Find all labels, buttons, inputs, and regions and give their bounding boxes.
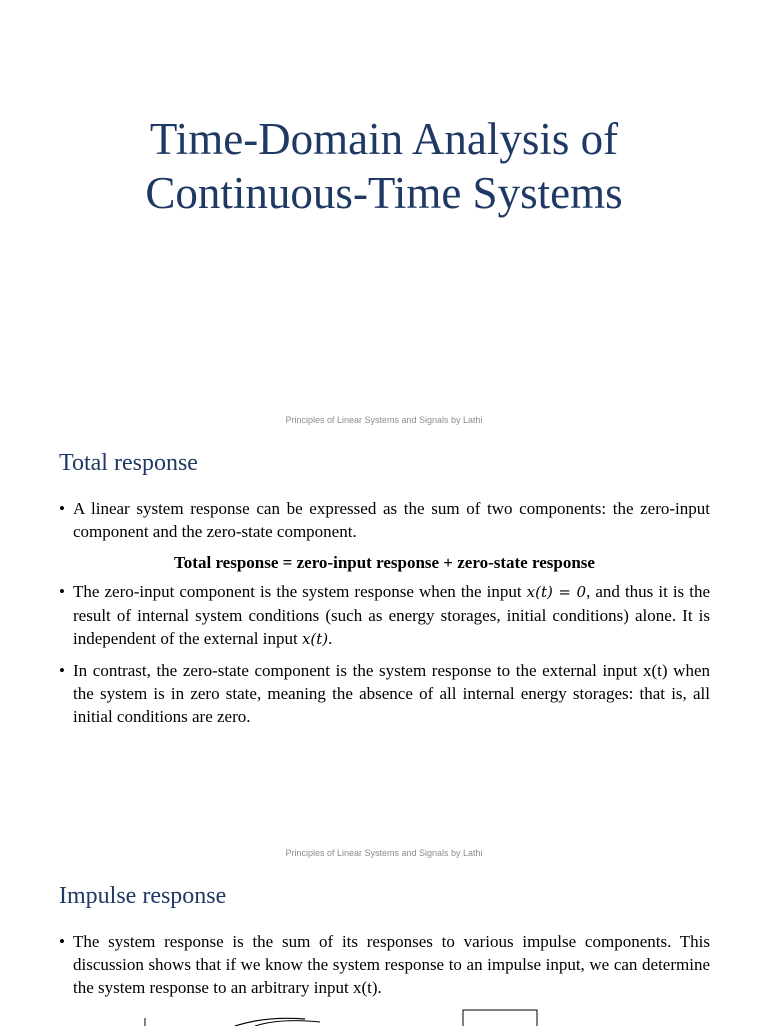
bullet-item bbox=[59, 497, 710, 543]
slide-total-response bbox=[0, 433, 768, 866]
bullet-item bbox=[59, 580, 710, 651]
math-expression: x(t) = 0 bbox=[526, 583, 587, 601]
math-expression: x(t) bbox=[301, 630, 329, 648]
title-line-1: Time-Domain Analysis of bbox=[149, 114, 619, 164]
bullet-text: The system response is the sum of its responses to various impulse components. This discussion shows that if we know the system response to an impulse input, we can determine the system response to an arbitrary input x(t). bbox=[73, 932, 710, 997]
slide-footer: Principles of Linear Systems and Signals by Lathi bbox=[285, 415, 483, 425]
title-line-2: Continuous-Time Systems bbox=[145, 168, 623, 218]
bullet-list bbox=[59, 930, 710, 1007]
bullet-text-part: The zero-input component is the system response when the input bbox=[73, 582, 527, 601]
bullet-text: A linear system response can be expressed as the sum of two components: the zero-input component and the zero-state component. bbox=[73, 499, 710, 541]
bullet-item bbox=[59, 659, 710, 728]
impulse-diagram-partial bbox=[0, 1006, 768, 1026]
bullet-text: In contrast, the zero-state component is the system response to the external input x(t) when the system is in zero state, meaning the absence of all internal energy storages: that is, all initial conditions are zero. bbox=[73, 661, 710, 726]
presentation-title bbox=[0, 112, 768, 220]
slide-heading: Total response bbox=[59, 450, 198, 476]
bullet-text-part: . bbox=[328, 629, 333, 648]
diagram-curve bbox=[255, 1021, 320, 1026]
bullet-icon: • bbox=[59, 582, 65, 601]
slide-title-page bbox=[0, 0, 768, 433]
slide-heading: Impulse response bbox=[59, 883, 227, 909]
bullet-icon: • bbox=[59, 661, 65, 680]
bullet-text-part: , and thus it is the result of internal system conditions (such as energy storages, initial conditions) alone. It is independent of the external input bbox=[73, 582, 710, 648]
slide-footer: Principles of Linear Systems and Signals by Lathi bbox=[285, 848, 483, 858]
slide-impulse-response bbox=[0, 866, 768, 1024]
bullet-list bbox=[59, 497, 710, 736]
bullet-item bbox=[59, 930, 710, 999]
formula-line: Total response = zero-input response + zero-state response bbox=[174, 553, 595, 572]
bullet-icon: • bbox=[59, 932, 65, 951]
bullet-icon: • bbox=[59, 499, 65, 518]
